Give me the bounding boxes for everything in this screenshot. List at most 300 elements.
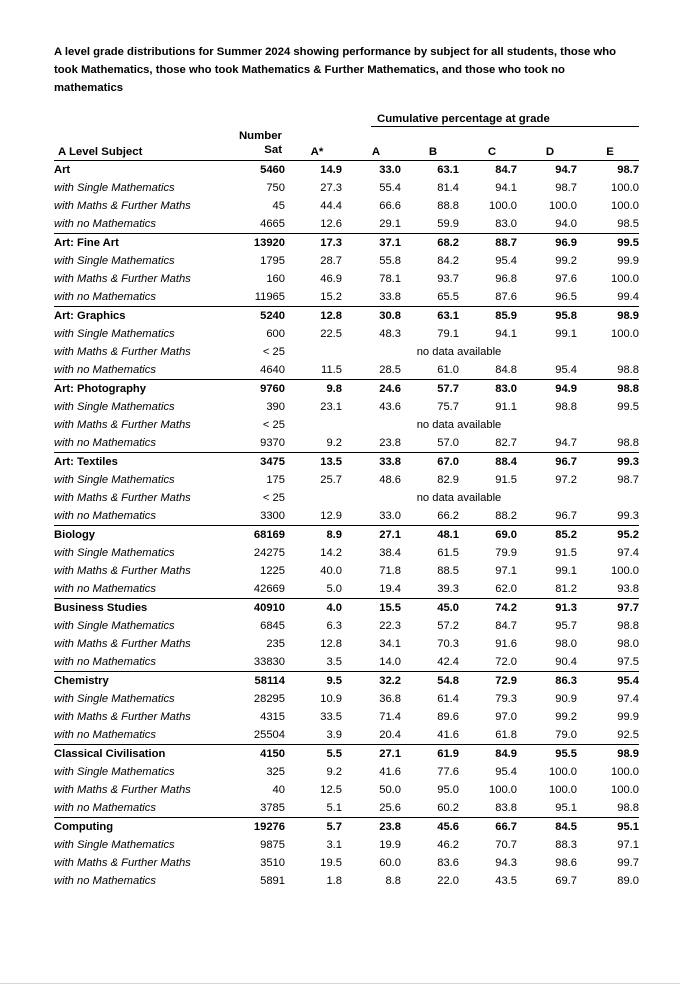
no-data-cell: no data available: [416, 346, 502, 358]
subject-breakdown-row: [54, 398, 639, 416]
subject-label: Art: Textiles: [54, 456, 118, 468]
grade-a-cell: 34.1: [379, 638, 401, 650]
grade-astar-cell: 23.1: [320, 401, 342, 413]
number-sat-cell: 45: [272, 200, 285, 212]
grade-a-cell: 50.0: [379, 784, 401, 796]
subject-label: with Single Mathematics: [54, 474, 175, 486]
subject-breakdown-row: [54, 288, 639, 307]
grade-b-cell: 48.1: [437, 529, 459, 541]
empty-cell: [517, 416, 639, 434]
grade-e-cell: 100.0: [611, 766, 639, 778]
grade-d-cell: 81.2: [517, 580, 577, 599]
grade-d-cell: 97.6: [555, 273, 577, 285]
number-sat-cell: 42669: [225, 580, 285, 599]
grade-astar-cell: 40.0: [320, 565, 342, 577]
grade-c-cell: 84.9: [495, 748, 517, 760]
grade-d-cell: 69.7: [555, 875, 577, 887]
subject-label: Art: Graphics: [54, 310, 126, 322]
page-bottom-rule: [0, 983, 680, 984]
grade-c-cell: 83.0: [495, 383, 517, 395]
number-sat-cell: 3475: [260, 456, 285, 468]
grade-b-cell: 65.5: [401, 288, 459, 307]
grade-astar-cell: 4.0: [326, 602, 342, 614]
number-sat-cell: < 25: [262, 492, 285, 504]
empty-cell: [285, 489, 401, 507]
subject-breakdown-row: [54, 361, 639, 380]
grade-e-cell: 99.5: [617, 401, 639, 413]
grade-c-cell: 95.4: [495, 255, 517, 267]
grade-a-cell: 43.6: [379, 401, 401, 413]
grade-e-cell: 100.0: [611, 328, 639, 340]
grade-a-cell: 60.0: [379, 857, 401, 869]
grade-b-cell: 75.7: [437, 401, 459, 413]
grade-a-cell: 66.6: [379, 200, 401, 212]
grade-astar-cell: 5.7: [326, 821, 342, 833]
grade-a-cell: 29.1: [342, 215, 401, 234]
grade-d-cell: 94.9: [555, 383, 577, 395]
empty-cell: [285, 416, 401, 434]
subject-total-row: [54, 234, 639, 253]
grade-e-cell: 95.1: [617, 821, 639, 833]
subject-label: Classical Civilisation: [54, 748, 166, 760]
grade-c-cell: 91.6: [495, 638, 517, 650]
grade-b-cell: 41.6: [401, 726, 459, 745]
grade-b-cell: 61.5: [437, 547, 459, 559]
grade-b-cell: 93.7: [437, 273, 459, 285]
subject-breakdown-row: [54, 434, 639, 453]
grade-d-cell: 98.6: [555, 857, 577, 869]
number-sat-cell: 160: [266, 273, 285, 285]
subject-label: with Single Mathematics: [54, 620, 175, 632]
subject-label: with Maths & Further Maths: [54, 419, 191, 431]
subject-total-row: [54, 818, 639, 837]
grade-d-cell: 95.4: [517, 361, 577, 380]
grade-astar-cell: 15.2: [285, 288, 342, 307]
number-sat-cell: 28295: [253, 693, 285, 705]
subject-label: Art: [54, 164, 71, 176]
grade-b-cell: 66.2: [401, 507, 459, 526]
grade-astar-cell: 9.8: [326, 383, 342, 395]
grade-c-cell: 69.0: [495, 529, 517, 541]
grade-a-cell: 27.1: [379, 748, 401, 760]
subject-breakdown-row: [54, 343, 639, 361]
grade-astar-cell: 44.4: [320, 200, 342, 212]
grade-e-cell: 97.4: [617, 547, 639, 559]
grade-d-cell: 98.8: [555, 401, 577, 413]
grade-d-cell: 99.2: [555, 711, 577, 723]
grade-c-cell: 83.8: [459, 799, 517, 818]
subject-total-row: [54, 745, 639, 764]
grade-b-cell: 68.2: [437, 237, 459, 249]
grade-d-cell: 95.7: [555, 620, 577, 632]
grade-astar-cell: 14.2: [320, 547, 342, 559]
grade-e-cell: 98.7: [617, 474, 639, 486]
cumulative-header-rule: [371, 126, 639, 127]
grade-astar-cell: 12.5: [320, 784, 342, 796]
no-data-cell: no data available: [416, 419, 502, 431]
number-sat-cell: < 25: [262, 419, 285, 431]
grade-c-cell: 91.5: [495, 474, 517, 486]
grade-b-cell: 70.3: [437, 638, 459, 650]
grade-e-cell: 98.0: [617, 638, 639, 650]
grade-e-cell: 98.9: [617, 748, 639, 760]
grade-astar-cell: 3.5: [285, 653, 342, 672]
grade-d-cell: 94.7: [555, 164, 577, 176]
grade-d-cell: 99.2: [555, 255, 577, 267]
grade-header-c: C: [487, 146, 497, 158]
subject-label: with no Mathematics: [54, 288, 225, 307]
number-sat-cell: 4665: [225, 215, 285, 234]
grade-e-cell: 98.8: [617, 383, 639, 395]
grade-b-cell: 45.6: [437, 821, 459, 833]
grade-c-cell: 79.3: [495, 693, 517, 705]
grade-a-cell: 32.2: [379, 675, 401, 687]
no-data-cell: no data available: [416, 492, 502, 504]
subject-label: with Maths & Further Maths: [54, 273, 191, 285]
subject-label: Chemistry: [54, 675, 109, 687]
grade-c-cell: 95.4: [495, 766, 517, 778]
grade-c-cell: 94.3: [495, 857, 517, 869]
grade-c-cell: 84.7: [495, 164, 517, 176]
grade-d-cell: 95.5: [555, 748, 577, 760]
number-sat-cell: 3785: [225, 799, 285, 818]
grade-a-cell: 71.8: [379, 565, 401, 577]
subject-breakdown-row: [54, 854, 639, 872]
grade-b-cell: 42.4: [401, 653, 459, 672]
grade-e-cell: 98.9: [617, 310, 639, 322]
grade-b-cell: 84.2: [437, 255, 459, 267]
subject-label: Business Studies: [54, 602, 148, 614]
grade-astar-cell: 12.9: [285, 507, 342, 526]
subject-label: with Maths & Further Maths: [54, 711, 191, 723]
grade-a-cell: 33.8: [342, 288, 401, 307]
number-sat-cell: 175: [266, 474, 285, 486]
grade-e-cell: 89.0: [617, 875, 639, 887]
grade-astar-cell: 46.9: [320, 273, 342, 285]
subject-label: with Single Mathematics: [54, 547, 175, 559]
grade-a-cell: 20.4: [342, 726, 401, 745]
number-sat-cell: 19276: [253, 821, 285, 833]
grade-d-cell: 99.1: [555, 565, 577, 577]
grade-c-cell: 84.7: [495, 620, 517, 632]
subject-breakdown-row: [54, 416, 639, 434]
subject-label: with Single Mathematics: [54, 255, 175, 267]
grade-a-cell: 48.3: [379, 328, 401, 340]
grade-a-cell: 48.6: [379, 474, 401, 486]
grade-e-cell: 97.7: [617, 602, 639, 614]
grade-c-cell: 82.7: [459, 434, 517, 453]
grade-e-cell: 92.5: [577, 726, 639, 745]
grade-astar-cell: 5.1: [285, 799, 342, 818]
grade-c-cell: 83.0: [459, 215, 517, 234]
grade-e-cell: 98.8: [577, 799, 639, 818]
subject-label: with no Mathematics: [54, 434, 225, 453]
number-sat-cell: 24275: [253, 547, 285, 559]
grade-e-cell: 98.7: [617, 164, 639, 176]
subject-label: with Maths & Further Maths: [54, 565, 191, 577]
number-sat-header-line1: Number: [238, 130, 282, 142]
number-sat-cell: 11965: [225, 288, 285, 307]
grade-c-cell: 72.0: [459, 653, 517, 672]
subject-breakdown-row: [54, 726, 639, 745]
grade-d-cell: 98.0: [555, 638, 577, 650]
grade-astar-cell: 8.9: [326, 529, 342, 541]
grade-b-cell: 77.6: [437, 766, 459, 778]
grade-c-cell: 72.9: [495, 675, 517, 687]
grade-astar-cell: 1.8: [326, 875, 342, 887]
subject-label: Art: Fine Art: [54, 237, 119, 249]
grade-e-cell: 99.9: [617, 711, 639, 723]
grade-d-cell: 100.0: [549, 784, 577, 796]
grade-a-cell: 24.6: [379, 383, 401, 395]
subject-label: Art: Photography: [54, 383, 146, 395]
grade-e-cell: 99.3: [617, 456, 639, 468]
grade-b-cell: 57.7: [437, 383, 459, 395]
grade-b-cell: 45.0: [437, 602, 459, 614]
subject-total-row: [54, 307, 639, 326]
grade-b-cell: 61.0: [401, 361, 459, 380]
grade-a-cell: 14.0: [342, 653, 401, 672]
grade-d-cell: 86.3: [555, 675, 577, 687]
grade-astar-cell: 5.5: [326, 748, 342, 760]
grade-astar-cell: 27.3: [320, 182, 342, 194]
grade-a-cell: 33.0: [342, 507, 401, 526]
grade-b-cell: 88.8: [437, 200, 459, 212]
grade-c-cell: 100.0: [489, 200, 517, 212]
grade-d-cell: 84.5: [555, 821, 577, 833]
grade-a-cell: 25.6: [342, 799, 401, 818]
grade-astar-cell: 10.9: [320, 693, 342, 705]
grade-b-cell: 67.0: [437, 456, 459, 468]
number-sat-cell: 750: [266, 182, 285, 194]
grade-astar-cell: 13.5: [320, 456, 342, 468]
number-sat-cell: 600: [266, 328, 285, 340]
grade-e-cell: 99.9: [617, 255, 639, 267]
subject-label: Biology: [54, 529, 96, 541]
number-sat-cell: 325: [266, 766, 285, 778]
grade-b-cell: 79.1: [437, 328, 459, 340]
subject-label: with Single Mathematics: [54, 182, 175, 194]
subject-label: with no Mathematics: [54, 653, 225, 672]
subject-breakdown-row: [54, 489, 639, 507]
grade-distribution-table: [54, 161, 639, 890]
grade-e-cell: 95.4: [617, 675, 639, 687]
grade-a-cell: 15.5: [379, 602, 401, 614]
grade-e-cell: 100.0: [611, 182, 639, 194]
grade-e-cell: 99.3: [577, 507, 639, 526]
grade-e-cell: 97.4: [617, 693, 639, 705]
subject-breakdown-row: [54, 471, 639, 489]
grade-b-cell: 57.0: [401, 434, 459, 453]
grade-astar-cell: 5.0: [285, 580, 342, 599]
grade-header-b: B: [428, 146, 438, 158]
number-sat-cell: 1795: [260, 255, 285, 267]
number-sat-cell: 40: [272, 784, 285, 796]
subject-label: with Maths & Further Maths: [54, 857, 191, 869]
grade-b-cell: 46.2: [437, 839, 459, 851]
grade-d-cell: 79.0: [517, 726, 577, 745]
grade-a-cell: 71.4: [379, 711, 401, 723]
grade-astar-cell: 11.5: [285, 361, 342, 380]
subject-column-header: A Level Subject: [58, 146, 143, 158]
subject-total-row: [54, 526, 639, 545]
grade-d-cell: 96.7: [517, 507, 577, 526]
number-sat-cell: 9760: [260, 383, 285, 395]
grade-astar-cell: 22.5: [320, 328, 342, 340]
subject-breakdown-row: [54, 872, 639, 890]
subject-breakdown-row: [54, 544, 639, 562]
grade-c-cell: 97.0: [495, 711, 517, 723]
grade-c-cell: 87.6: [459, 288, 517, 307]
number-sat-header: [226, 129, 282, 157]
grade-d-cell: 94.0: [517, 215, 577, 234]
grade-e-cell: 100.0: [611, 273, 639, 285]
grade-astar-cell: 3.9: [285, 726, 342, 745]
subject-breakdown-row: [54, 781, 639, 799]
subject-total-row: [54, 453, 639, 472]
subject-label: with Maths & Further Maths: [54, 492, 191, 504]
subject-label: with Maths & Further Maths: [54, 200, 191, 212]
grade-d-cell: 100.0: [549, 766, 577, 778]
grade-astar-cell: 9.2: [285, 434, 342, 453]
grade-e-cell: 98.8: [577, 434, 639, 453]
grade-header-e: E: [606, 146, 614, 158]
grade-a-cell: 33.8: [379, 456, 401, 468]
grade-c-cell: 84.8: [459, 361, 517, 380]
grade-astar-cell: 6.3: [326, 620, 342, 632]
subject-breakdown-row: [54, 197, 639, 215]
grade-header-d: D: [545, 146, 555, 158]
number-sat-cell: 3510: [260, 857, 285, 869]
subject-label: with Single Mathematics: [54, 693, 175, 705]
subject-total-row: [54, 380, 639, 399]
subject-label: with Single Mathematics: [54, 328, 175, 340]
grade-astar-cell: 12.6: [285, 215, 342, 234]
grade-c-cell: 79.9: [495, 547, 517, 559]
grade-b-cell: 61.9: [437, 748, 459, 760]
grade-b-cell: 63.1: [437, 310, 459, 322]
grade-d-cell: 98.7: [555, 182, 577, 194]
number-sat-cell: 3300: [225, 507, 285, 526]
grade-c-cell: 88.4: [495, 456, 517, 468]
grade-d-cell: 96.7: [555, 456, 577, 468]
number-sat-cell: 4150: [260, 748, 285, 760]
grade-d-cell: 94.7: [517, 434, 577, 453]
subject-label: with no Mathematics: [54, 507, 225, 526]
grade-c-cell: 61.8: [459, 726, 517, 745]
grade-a-cell: 41.6: [379, 766, 401, 778]
grade-astar-cell: 17.3: [320, 237, 342, 249]
subject-label: with no Mathematics: [54, 799, 225, 818]
number-sat-cell: < 25: [262, 346, 285, 358]
grade-e-cell: 93.8: [577, 580, 639, 599]
grade-a-cell: 19.9: [379, 839, 401, 851]
grade-astar-cell: 9.5: [326, 675, 342, 687]
number-sat-cell: 33830: [225, 653, 285, 672]
subject-label: with Single Mathematics: [54, 766, 175, 778]
number-sat-cell: 5240: [260, 310, 285, 322]
grade-b-cell: 89.6: [437, 711, 459, 723]
grade-e-cell: 95.2: [617, 529, 639, 541]
grade-astar-cell: 14.9: [320, 164, 342, 176]
grade-d-cell: 88.3: [555, 839, 577, 851]
subject-label: with Maths & Further Maths: [54, 346, 191, 358]
subject-breakdown-row: [54, 580, 639, 599]
subject-breakdown-row: [54, 836, 639, 854]
grade-c-cell: 100.0: [489, 784, 517, 796]
grade-a-cell: 36.8: [379, 693, 401, 705]
grade-astar-cell: 19.5: [320, 857, 342, 869]
grade-a-cell: 55.4: [379, 182, 401, 194]
empty-cell: [517, 343, 639, 361]
grade-e-cell: 100.0: [611, 200, 639, 212]
grade-a-cell: 37.1: [379, 237, 401, 249]
grade-header-a: A: [371, 146, 381, 158]
grade-b-cell: 88.5: [437, 565, 459, 577]
subject-label: with no Mathematics: [54, 215, 225, 234]
grade-d-cell: 96.5: [517, 288, 577, 307]
grade-c-cell: 74.2: [495, 602, 517, 614]
grade-b-cell: 61.4: [437, 693, 459, 705]
grade-c-cell: 97.1: [495, 565, 517, 577]
grade-e-cell: 98.8: [577, 361, 639, 380]
grade-b-cell: 57.2: [437, 620, 459, 632]
subject-label: with Single Mathematics: [54, 401, 175, 413]
grade-b-cell: 60.2: [401, 799, 459, 818]
grade-b-cell: 59.9: [401, 215, 459, 234]
subject-label: with Single Mathematics: [54, 839, 175, 851]
grade-a-cell: 27.1: [379, 529, 401, 541]
grade-e-cell: 99.7: [617, 857, 639, 869]
grade-e-cell: 100.0: [611, 784, 639, 796]
grade-d-cell: 90.4: [517, 653, 577, 672]
grade-b-cell: 82.9: [437, 474, 459, 486]
grade-b-cell: 81.4: [437, 182, 459, 194]
grade-a-cell: 30.8: [379, 310, 401, 322]
number-sat-cell: 6845: [260, 620, 285, 632]
subject-breakdown-row: [54, 562, 639, 580]
grade-astar-cell: 12.8: [320, 638, 342, 650]
grade-a-cell: 23.8: [342, 434, 401, 453]
page-title: A level grade distributions for Summer 2024 showing performance by subject for all students, those who took Mathematics, those who took Mathematics & Further Mathematics, and those who took no mathematics: [54, 46, 617, 94]
grade-c-cell: 91.1: [495, 401, 517, 413]
number-sat-cell: 4640: [225, 361, 285, 380]
subject-breakdown-row: [54, 799, 639, 818]
grade-d-cell: 85.2: [555, 529, 577, 541]
grade-b-cell: 54.8: [437, 675, 459, 687]
grade-c-cell: 88.2: [459, 507, 517, 526]
grade-d-cell: 97.2: [555, 474, 577, 486]
grade-c-cell: 85.9: [495, 310, 517, 322]
number-sat-cell: 1225: [260, 565, 285, 577]
grade-b-cell: 63.1: [437, 164, 459, 176]
number-sat-cell: 40910: [253, 602, 285, 614]
grade-a-cell: 28.5: [342, 361, 401, 380]
grade-c-cell: 43.5: [495, 875, 517, 887]
subject-breakdown-row: [54, 179, 639, 197]
subject-total-row: [54, 161, 639, 179]
subject-breakdown-row: [54, 635, 639, 653]
subject-breakdown-row: [54, 708, 639, 726]
subject-label: with Maths & Further Maths: [54, 784, 191, 796]
grade-d-cell: 95.8: [555, 310, 577, 322]
number-sat-cell: 25504: [225, 726, 285, 745]
subject-label: with no Mathematics: [54, 726, 225, 745]
subject-breakdown-row: [54, 763, 639, 781]
grade-a-cell: 38.4: [379, 547, 401, 559]
subject-label: with Maths & Further Maths: [54, 638, 191, 650]
grade-a-cell: 33.0: [379, 164, 401, 176]
